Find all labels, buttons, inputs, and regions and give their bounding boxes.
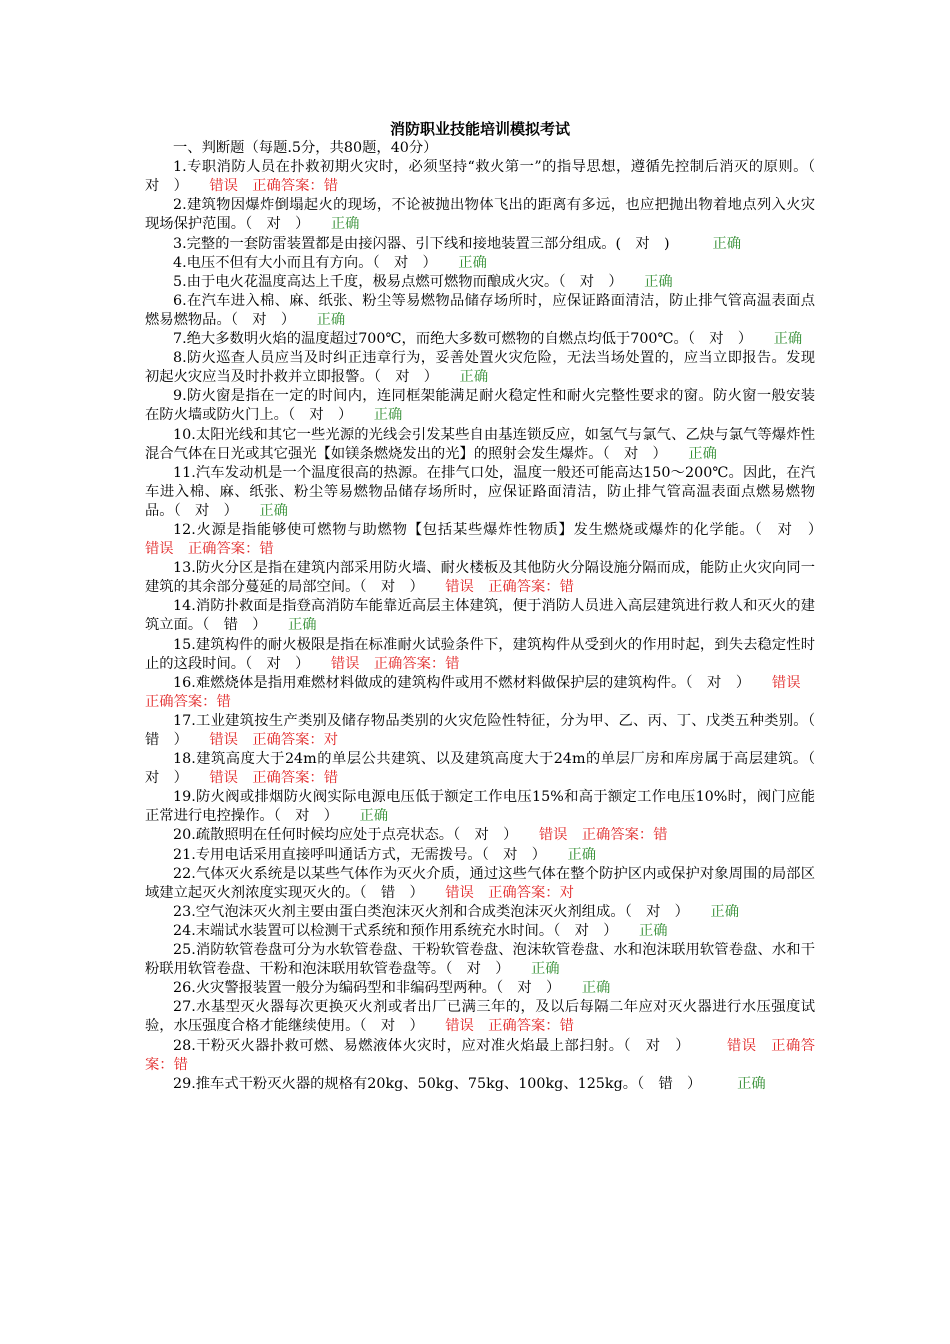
correct-answer-label: 正确答案：错 <box>237 770 339 787</box>
question-text: 1.专职消防人员在扑救初期火灾时，必须坚持“救火第一”的指导思想，遵循先控制后消灭的原则。（ 对 ） <box>145 159 830 195</box>
result-label: 错误 <box>445 579 474 596</box>
result-label: 正确 <box>737 1075 766 1092</box>
question-item <box>145 521 844 559</box>
question-item <box>145 273 815 292</box>
result-label: 错误 <box>209 178 238 195</box>
question-item <box>145 903 815 922</box>
question-item <box>145 330 815 349</box>
result-label: 正确 <box>644 273 673 290</box>
result-label: 正确 <box>710 903 740 920</box>
question-item <box>145 292 815 330</box>
result-label: 错误 <box>727 1037 757 1054</box>
result-label: 错误 <box>330 655 360 672</box>
question-item <box>145 712 830 750</box>
question-text: 19.防火阀或排烟防火阀实际电源电压低于额定工作电压15%和高于额定工作电压10%时，阀门应能正常进行电控操作。（ 对 ） <box>145 789 815 825</box>
question-item <box>145 636 815 674</box>
question-item <box>145 254 815 273</box>
question-item <box>145 235 815 254</box>
question-text: 14.消防扑救面是指登高消防车能靠近高层主体建筑，便于消防人员进入高层建筑进行救人和灭火的建筑立面。（ 错 ） <box>145 598 815 634</box>
question-text: 7.绝大多数明火焰的温度超过700℃，而绝大多数可燃物的自燃点均低于700℃。（ 对 ） <box>173 331 774 348</box>
question-item <box>145 865 815 903</box>
question-item <box>145 1075 815 1094</box>
correct-answer-label: 正确答案：错 <box>173 541 274 558</box>
question-list <box>145 158 844 1094</box>
question-text: 13.防火分区是指在建筑内部采用防火墙、耐火楼板及其他防火分隔设施分隔而成，能防止火灾向同一建筑的其余部分蔓延的局部空间。（ 对 ） <box>145 560 815 596</box>
question-item <box>145 750 830 788</box>
question-item <box>145 559 815 597</box>
question-text: 9.防火窗是指在一定的时间内，连同框架能满足耐火稳定性和耐火完整性要求的窗。防火窗一般安装在防火墙或防火门上。（ 对 ） <box>145 388 815 424</box>
result-label: 正确 <box>259 502 288 519</box>
question-item <box>145 979 815 998</box>
result-label: 正确 <box>773 331 803 348</box>
question-text: 12.火源是指能够使可燃物与助燃物【包括某些爆炸性物质】发生燃烧或爆炸的化学能。（ 对 ） <box>173 521 844 538</box>
correct-answer-label: 正确答案：错 <box>567 827 668 844</box>
question-item <box>145 922 815 941</box>
result-label: 错误 <box>445 884 474 901</box>
question-item <box>145 788 815 826</box>
result-label: 正确 <box>712 235 742 252</box>
question-text: 25.消防软管卷盘可分为水软管卷盘、干粉软管卷盘、泡沫软管卷盘、水和泡沫联用软管卷盘、水和干粉联用软管卷盘、干粉和泡沫联用软管卷盘等。（ 对 ） <box>145 942 815 978</box>
question-item <box>145 464 815 521</box>
question-text: 8.防火巡查人员应当及时纠正违章行为，妥善处置火灾危险，无法当场处置的，应当立即报告。发现初起火灾应当及时扑救并立即报警。（ 对 ） <box>145 350 815 386</box>
question-text: 24.末端试水装置可以检测干式系统和预作用系统充水时间。（ 对 ） <box>173 922 639 939</box>
correct-answer-label: 正确答案：对 <box>473 884 574 901</box>
question-text: 26.火灾警报装置一般分为编码型和非编码型两种。（ 对 ） <box>173 980 582 997</box>
result-label: 正确 <box>359 808 389 825</box>
question-text: 10.太阳光线和其它一些光源的光线会引发某些自由基连锁反应，如氢气与氯气、乙炔与氯气等爆炸性混合气体在日光或其它强光【如镁条燃烧发出的光】的照射会发生爆炸。（ 对 ） <box>145 426 815 462</box>
result-label: 正确 <box>531 961 560 978</box>
question-item <box>145 597 815 635</box>
question-text: 28.干粉灭火器扑救可燃、易燃液体火灾时，应对准火焰最上部扫射。（ 对 ） <box>173 1037 728 1054</box>
question-item <box>145 349 815 387</box>
question-text: 21.专用电话采用直接呼叫通话方式，无需拨号。（ 对 ） <box>173 846 568 863</box>
document-page <box>145 120 844 1094</box>
correct-answer-label: 正确答案：错 <box>473 1018 574 1035</box>
result-label: 正确 <box>581 980 611 997</box>
question-text: 15.建筑构件的耐火极限是指在标准耐火试验条件下，建筑构件从受到火的作用时起，到失去稳定性时止的这段时间。（ 对 ） <box>145 636 815 672</box>
question-text: 22.气体灭火系统是以某些气体作为灭火介质，通过这些气体在整个防护区内或保护对象周围的局部区域建立起灭火剂浓度实现灭火的。（ 错 ） <box>145 865 815 901</box>
correct-answer-label: 正确答案：错 <box>473 579 574 596</box>
result-label: 错误 <box>209 770 238 787</box>
question-item <box>145 941 815 979</box>
question-item <box>145 846 815 865</box>
question-item <box>145 1037 815 1075</box>
section-heading: 一、判断题（每题.5分，共80题，40分） <box>173 140 438 157</box>
question-text: 3.完整的一套防雷装置都是由接闪器、引下线和接地装置三部分组成。( 对 ) <box>173 235 713 252</box>
correct-answer-label: 正确答案：错 <box>237 178 339 195</box>
question-text: 16.难燃烧体是指用难燃材料做成的建筑构件或用不燃材料做保护层的建筑构件。（ 对 ） <box>173 674 772 691</box>
result-label: 错误 <box>209 732 238 748</box>
question-item <box>145 158 830 196</box>
question-text: 23.空气泡沫灭火剂主要由蛋白类泡沫灭火剂和合成类泡沫灭火剂组成。（ 对 ） <box>173 903 711 920</box>
question-text: 6.在汽车进入棉、麻、纸张、粉尘等易燃物品储存场所时，应保证路面清洁，防止排气管高温表面点燃易燃物品。（ 对 ） <box>145 292 815 328</box>
question-text: 4.电压不但有大小而且有方向。（ 对 ） <box>173 254 459 271</box>
question-item <box>145 426 815 464</box>
question-item <box>145 826 815 845</box>
result-label: 正确 <box>330 216 360 233</box>
question-text: 2.建筑物因爆炸倒塌起火的现场，不论被抛出物体飞出的距离有多远，也应把抛出物着地点列入火灾现场保护范围。（ 对 ） <box>145 197 815 233</box>
result-label: 正确 <box>459 369 489 386</box>
result-label: 错误 <box>538 827 568 844</box>
correct-answer-label: 正确答案：错 <box>359 655 460 672</box>
correct-answer-label: 正确答案：错 <box>145 1037 815 1073</box>
question-text: 20.疏散照明在任何时候均应处于点亮状态。（ 对 ） <box>173 827 539 844</box>
document-title: 消防职业技能培训模拟考试 <box>389 120 570 138</box>
result-label: 错误 <box>771 674 801 691</box>
result-label: 错误 <box>145 541 174 558</box>
result-label: 正确 <box>373 407 403 424</box>
question-text: 17.工业建筑按生产类别及储存物品类别的火灾危险性特征，分为甲、乙、丙、丁、戊类五种类别。（ 错 ） <box>145 712 830 748</box>
question-item <box>145 196 815 234</box>
question-item <box>145 674 815 712</box>
result-label: 正确 <box>688 445 717 462</box>
result-label: 错误 <box>445 1018 474 1035</box>
result-label: 正确 <box>287 617 317 634</box>
result-label: 正确 <box>567 846 597 863</box>
result-label: 正确 <box>458 254 487 271</box>
result-label: 正确 <box>316 311 346 328</box>
question-text: 11.汽车发动机是一个温度很高的热源。在排气口处，温度一般还可能高达150～200℃。因此，在汽车进入棉、麻、纸张、粉尘等易燃物品储存场所时，应保证路面清洁，防止排气管高温表面点燃易燃物品。（ 对 ） <box>145 464 815 519</box>
correct-answer-label: 正确答案：对 <box>237 732 339 748</box>
question-text: 5.由于电火花温度高达上千度，极易点燃可燃物而酿成火灾。（ 对 ） <box>173 273 645 290</box>
question-text: 18.建筑高度大于24m的单层公共建筑、以及建筑高度大于24m的单层厂房和库房属于高层建筑。（ 对 ） <box>145 751 830 787</box>
result-label: 正确 <box>638 922 668 939</box>
question-item <box>145 998 815 1036</box>
question-text: 29.推车式干粉灭火器的规格有20kg、50kg、75kg、100kg、125kg。（ 错 ） <box>173 1075 738 1092</box>
correct-answer-label: 正确答案：错 <box>145 674 816 710</box>
question-text: 27.水基型灭火器每次更换灭火剂或者出厂已满三年的，及以后每隔二年应对灭火器进行水压强度试验，水压强度合格才能继续使用。（ 对 ） <box>145 999 815 1035</box>
question-item <box>145 387 815 425</box>
